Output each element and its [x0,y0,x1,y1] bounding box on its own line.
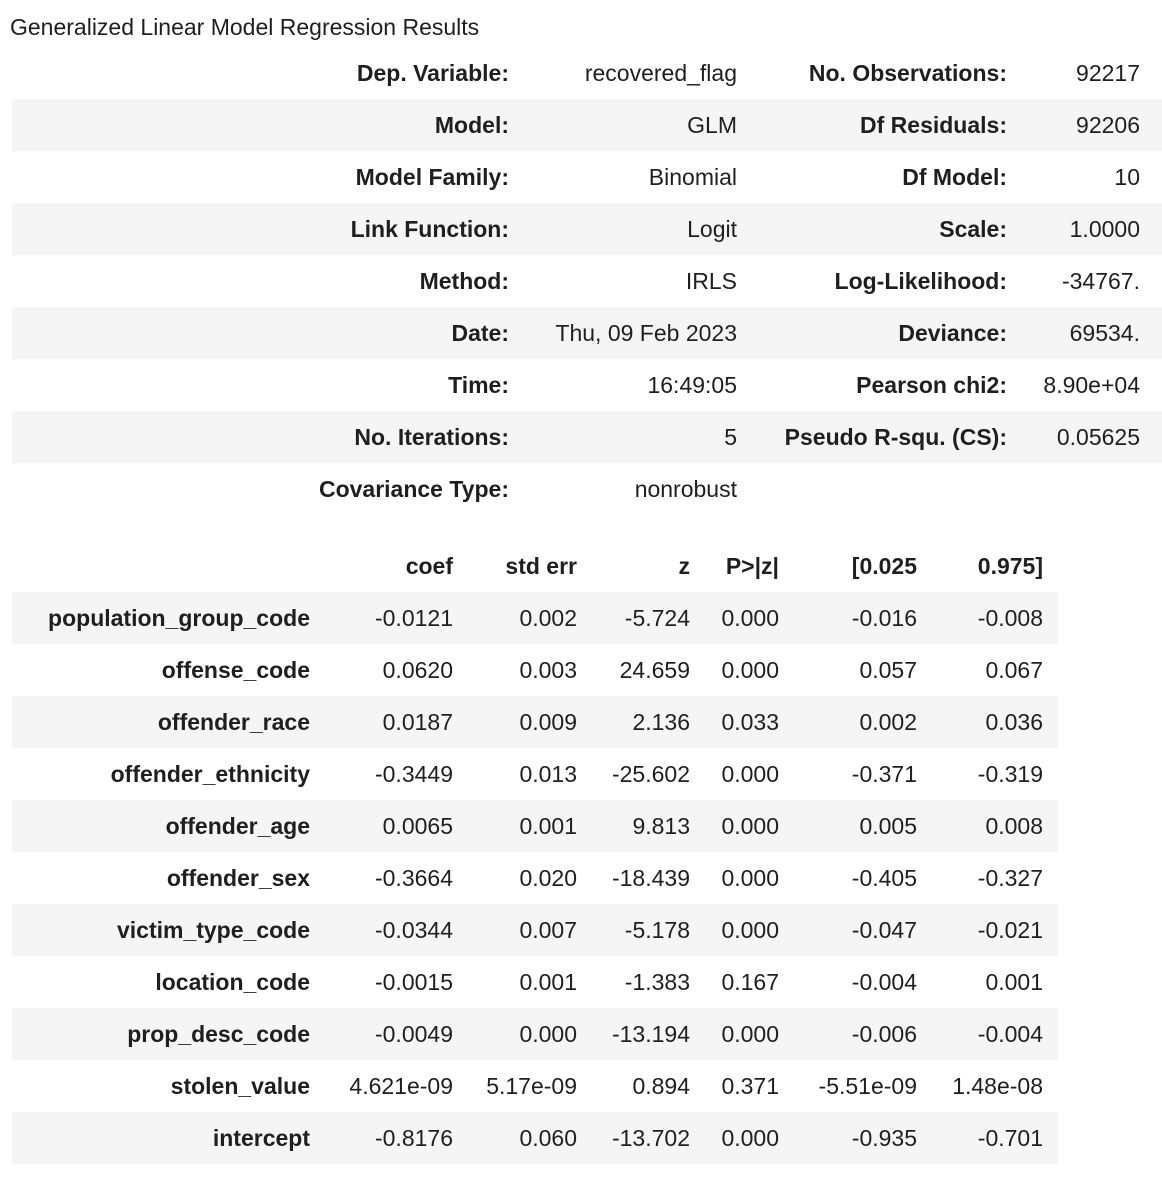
summary-value [1007,463,1162,515]
table-row [12,696,1058,748]
coef-cell: 0.0065 [382,812,453,839]
std-err-cell: 0.009 [519,708,577,735]
summary-value: 0.05625 [1056,423,1140,450]
ci-high-cell: -0.319 [977,760,1043,787]
summary-value: 92206 [1076,111,1140,138]
coef-header-row [12,540,1058,592]
summary-value: 1.0000 [1069,215,1140,242]
summary-label: Covariance Type: [318,475,509,502]
table-row [12,852,1058,904]
z-cell: -13.194 [611,1020,690,1047]
page-title: Generalized Linear Model Regression Results [10,14,480,40]
summary-label [737,463,1007,515]
pvalue-cell: 0.371 [721,1072,779,1099]
table-row [12,463,1162,515]
variable-name: offender_race [157,708,310,735]
ci-high-cell: -0.327 [977,864,1043,891]
std-err-cell: 0.003 [519,656,577,683]
summary-value: GLM [687,111,737,138]
coef-cell: -0.0121 [374,604,453,631]
summary-label: Dep. Variable: [356,59,509,86]
pvalue-cell: 0.000 [721,916,779,943]
pvalue-cell: 0.000 [721,604,779,631]
pvalue-cell: 0.000 [721,1124,779,1151]
variable-name: location_code [155,968,310,995]
coef-header-z: z [678,552,690,579]
table-row [12,1060,1058,1112]
ci-low-cell: -0.004 [851,968,917,995]
coef-header-ci-high: 0.975] [977,552,1043,579]
summary-value: 5 [724,423,737,450]
regression-results-output [0,13,1162,1164]
pvalue-cell: 0.000 [721,812,779,839]
variable-name: population_group_code [48,604,310,631]
coef-cell: -0.8176 [374,1124,453,1151]
table-row [12,1112,1058,1164]
coef-cell: 4.621e-09 [349,1072,453,1099]
pvalue-cell: 0.000 [721,1020,779,1047]
z-cell: -25.602 [611,760,690,787]
pvalue-cell: 0.000 [721,864,779,891]
table-row [12,151,1162,203]
z-cell: -13.702 [611,1124,690,1151]
std-err-cell: 0.001 [519,812,577,839]
pvalue-cell: 0.167 [721,968,779,995]
ci-high-cell: -0.701 [977,1124,1043,1151]
std-err-cell: 0.013 [519,760,577,787]
summary-label: Log-Likelihood: [834,267,1007,294]
table-row [12,411,1162,463]
z-cell: -1.383 [624,968,690,995]
summary-label: Pearson chi2: [856,371,1007,398]
ci-high-cell: 0.067 [985,656,1043,683]
ci-high-cell: -0.021 [977,916,1043,943]
ci-low-cell: -0.935 [851,1124,917,1151]
summary-value: 69534. [1069,319,1140,346]
table-row [12,644,1058,696]
coef-header-ci-low: [0.025 [851,552,917,579]
summary-label: Model: [434,111,509,138]
ci-low-cell: -0.006 [851,1020,917,1047]
ci-low-cell: -0.016 [851,604,917,631]
summary-value: nonrobust [634,475,737,502]
coef-cell: -0.3664 [374,864,453,891]
summary-value: Thu, 09 Feb 2023 [555,319,737,346]
z-cell: 2.136 [632,708,690,735]
variable-name: offender_sex [166,864,310,891]
summary-label: Date: [451,319,509,346]
ci-low-cell: 0.005 [859,812,917,839]
table-row [12,99,1162,151]
z-cell: 24.659 [619,656,690,683]
pvalue-cell: 0.033 [721,708,779,735]
summary-label: Link Function: [350,215,509,242]
ci-high-cell: -0.004 [977,1020,1043,1047]
variable-name: victim_type_code [116,916,310,943]
summary-label: Scale: [939,215,1007,242]
summary-label: No. Iterations: [354,423,509,450]
coef-cell: 0.0187 [382,708,453,735]
ci-high-cell: -0.008 [977,604,1043,631]
variable-name: intercept [212,1124,310,1151]
summary-value: Binomial [648,163,737,190]
summary-label: No. Observations: [808,59,1007,86]
coef-cell: -0.0015 [374,968,453,995]
table-row [12,592,1058,644]
summary-value: 16:49:05 [647,371,737,398]
summary-label: Deviance: [898,319,1007,346]
std-err-cell: 5.17e-09 [486,1072,577,1099]
summary-value: 92217 [1076,59,1140,86]
ci-low-cell: -0.405 [851,864,917,891]
summary-label: Method: [419,267,509,294]
summary-label: Df Residuals: [860,111,1007,138]
pvalue-cell: 0.000 [721,656,779,683]
variable-name: stolen_value [170,1072,310,1099]
summary-value: -34767. [1061,267,1140,294]
summary-value: recovered_flag [584,59,737,86]
ci-high-cell: 0.001 [985,968,1043,995]
ci-low-cell: 0.057 [859,656,917,683]
ci-low-cell: -5.51e-09 [818,1072,917,1099]
coef-cell: 0.0620 [382,656,453,683]
std-err-cell: 0.007 [519,916,577,943]
table-row [12,1008,1058,1060]
z-cell: -5.724 [624,604,690,631]
std-err-cell: 0.020 [519,864,577,891]
std-err-cell: 0.001 [519,968,577,995]
summary-value: Logit [687,215,737,242]
std-err-cell: 0.060 [519,1124,577,1151]
coef-header-coef: coef [405,552,453,579]
z-cell: 9.813 [632,812,690,839]
table-row [12,956,1058,1008]
summary-value: 10 [1114,163,1140,190]
table-row [12,255,1162,307]
table-row [12,307,1162,359]
coef-cell: -0.3449 [374,760,453,787]
summary-value: IRLS [685,267,737,294]
z-cell: 0.894 [632,1072,690,1099]
summary-label: Time: [448,371,509,398]
table-row [12,47,1162,99]
ci-high-cell: 0.008 [985,812,1043,839]
model-summary-table [12,47,1162,515]
coef-cell: -0.0049 [374,1020,453,1047]
z-cell: -18.439 [611,864,690,891]
table-row [12,904,1058,956]
coefficients-table [12,540,1058,1164]
ci-low-cell: -0.047 [851,916,917,943]
coef-cell: -0.0344 [374,916,453,943]
summary-label: Pseudo R-squ. (CS): [784,423,1007,450]
ci-low-cell: -0.371 [851,760,917,787]
table-row [12,748,1058,800]
summary-value: 8.90e+04 [1043,371,1140,398]
std-err-cell: 0.002 [519,604,577,631]
ci-low-cell: 0.002 [859,708,917,735]
z-cell: -5.178 [624,916,690,943]
variable-name: offender_age [165,812,310,839]
coef-header-pvalue: P>|z| [725,552,779,579]
ci-high-cell: 1.48e-08 [952,1072,1043,1099]
variable-name: offense_code [161,656,310,683]
pvalue-cell: 0.000 [721,760,779,787]
std-err-cell: 0.000 [519,1020,577,1047]
variable-name: prop_desc_code [127,1020,310,1047]
table-row [12,800,1058,852]
summary-label: Model Family: [355,163,509,190]
ci-high-cell: 0.036 [985,708,1043,735]
coef-header-blank [12,540,310,592]
table-row [12,203,1162,255]
summary-label: Df Model: [902,163,1007,190]
variable-name: offender_ethnicity [110,760,310,787]
coef-header-std-err: std err [505,552,577,579]
table-row [12,359,1162,411]
